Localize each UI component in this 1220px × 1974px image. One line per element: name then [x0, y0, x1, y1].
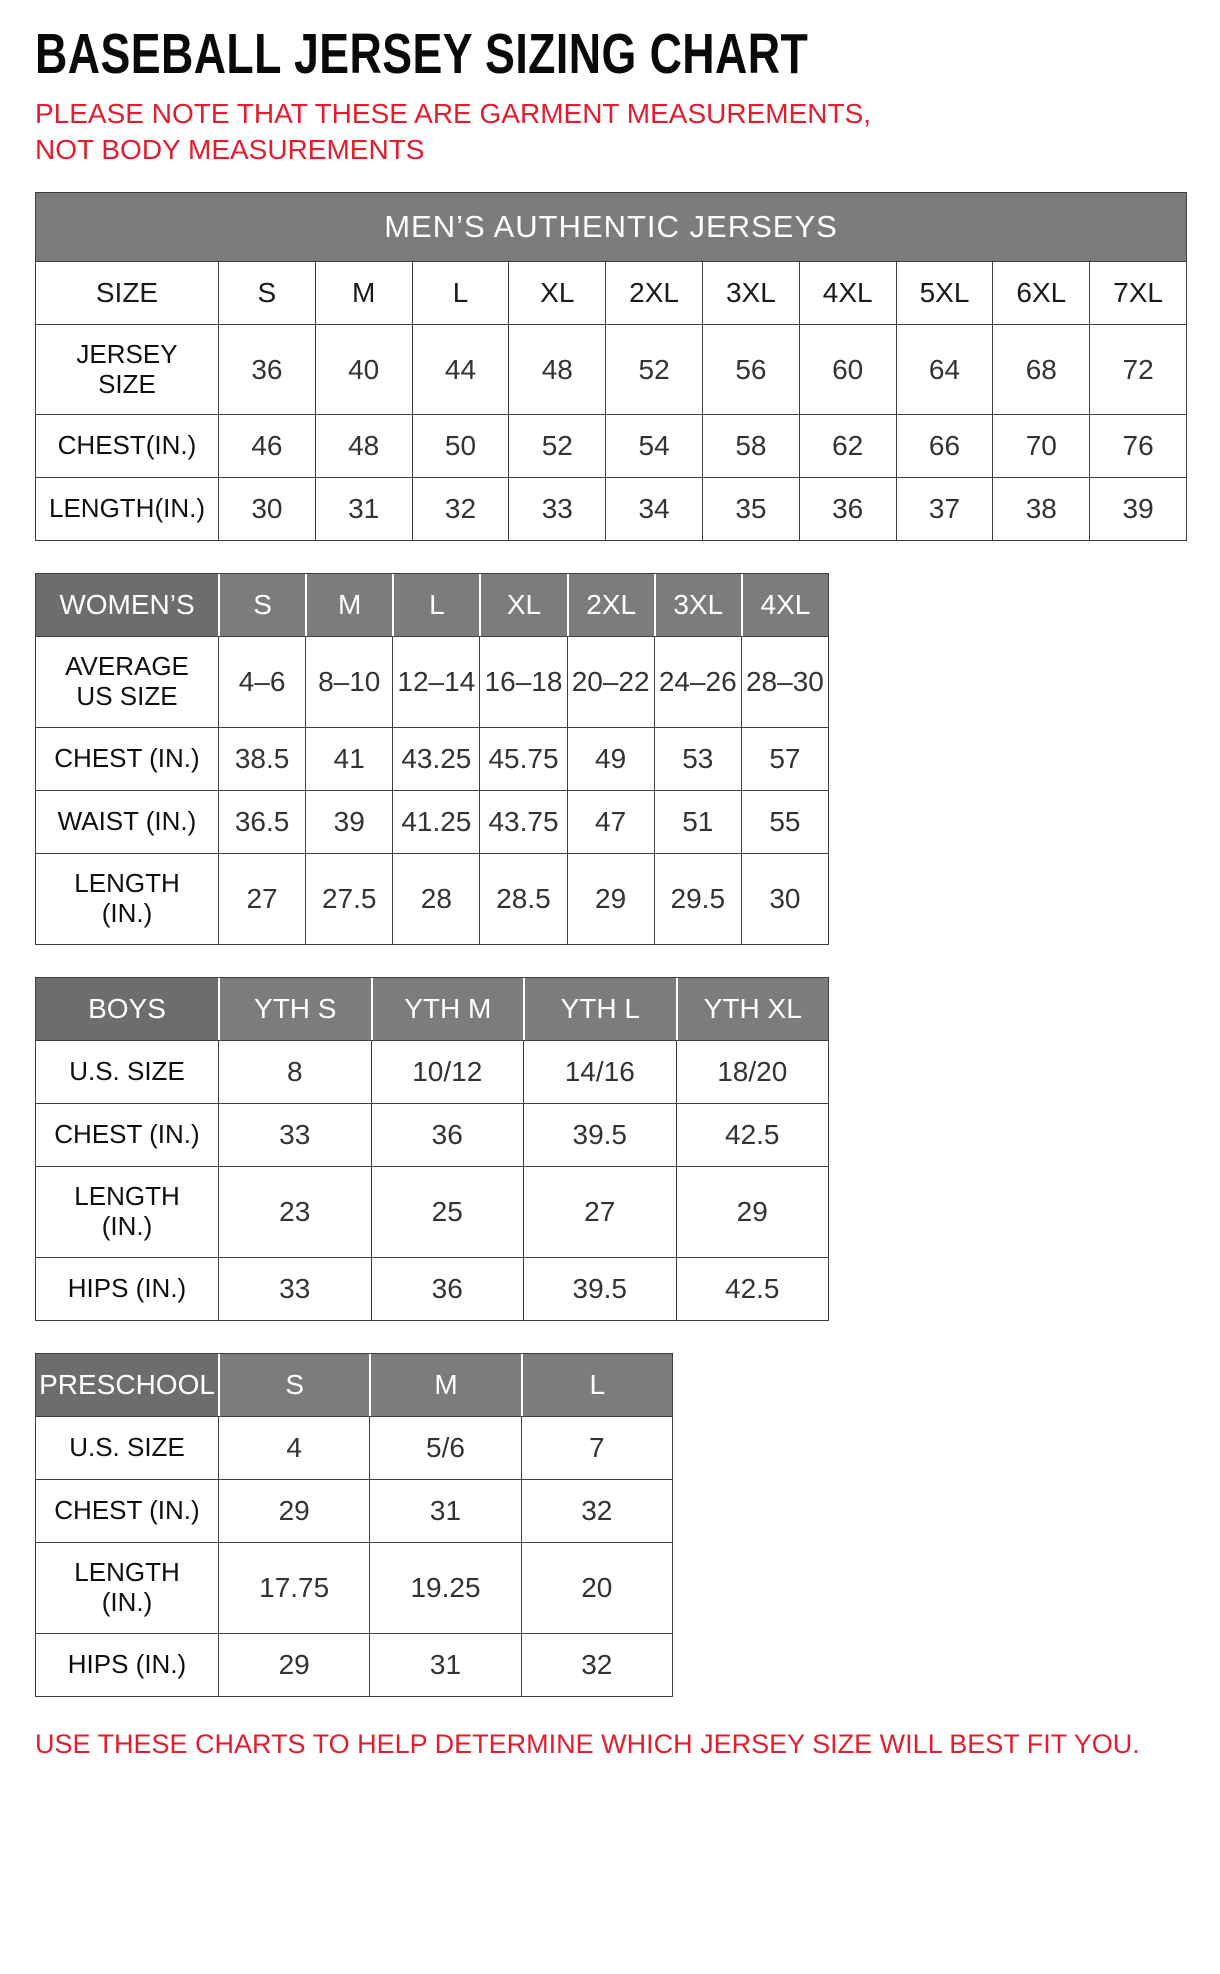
- womens-row-label: WAIST (IN.): [36, 790, 218, 853]
- mens-value-cell: 38: [992, 477, 1089, 540]
- boys-value-cell: 29: [676, 1166, 829, 1257]
- mens-value-cell: 72: [1089, 324, 1186, 415]
- mens-header-cell: 3XL: [702, 261, 799, 324]
- mens-value-cell: 58: [702, 414, 799, 477]
- preschool-header-cell: L: [521, 1354, 672, 1416]
- womens-value-cell: 51: [654, 790, 741, 853]
- boys-value-cell: 39.5: [523, 1103, 676, 1166]
- boys-value-cell: 33: [218, 1257, 371, 1320]
- boys-header-label-cell: BOYS: [36, 978, 218, 1040]
- preschool-header-cell: S: [218, 1354, 369, 1416]
- preschool-value-cell: 29: [218, 1633, 369, 1696]
- boys-header-cell: YTH S: [218, 978, 371, 1040]
- mens-header-cell: S: [218, 261, 315, 324]
- preschool-value-cell: 32: [521, 1633, 672, 1696]
- mens-header-cell: XL: [508, 261, 605, 324]
- womens-value-cell: 16–18: [479, 636, 566, 727]
- womens-value-cell: 30: [741, 853, 828, 944]
- mens-value-cell: 54: [605, 414, 702, 477]
- mens-value-cell: 31: [315, 477, 412, 540]
- mens-value-cell: 37: [896, 477, 993, 540]
- womens-value-cell: 38.5: [218, 727, 305, 790]
- womens-value-cell: 27: [218, 853, 305, 944]
- mens-value-cell: 46: [218, 414, 315, 477]
- boys-value-cell: 36: [371, 1103, 524, 1166]
- preschool-value-cell: 19.25: [369, 1542, 520, 1633]
- mens-value-cell: 66: [896, 414, 993, 477]
- mens-value-cell: 62: [799, 414, 896, 477]
- preschool-value-cell: 31: [369, 1633, 520, 1696]
- mens-value-cell: 64: [896, 324, 993, 415]
- womens-value-cell: 45.75: [479, 727, 566, 790]
- womens-value-cell: 49: [567, 727, 654, 790]
- womens-value-cell: 24–26: [654, 636, 741, 727]
- boys-value-cell: 18/20: [676, 1040, 829, 1103]
- page-title: BASEBALL JERSEY SIZING CHART: [35, 23, 809, 86]
- mens-authentic-jerseys-table: [35, 192, 1187, 542]
- womens-value-cell: 43.75: [479, 790, 566, 853]
- mens-value-cell: 76: [1089, 414, 1186, 477]
- mens-header-cell: 4XL: [799, 261, 896, 324]
- mens-header-cell: 5XL: [896, 261, 993, 324]
- mens-value-cell: 52: [605, 324, 702, 415]
- womens-row-label: CHEST (IN.): [36, 727, 218, 790]
- preschool-row-label: LENGTH (IN.): [36, 1542, 218, 1633]
- boys-row-label: U.S. SIZE: [36, 1040, 218, 1103]
- mens-header-cell: 2XL: [605, 261, 702, 324]
- boys-value-cell: 42.5: [676, 1103, 829, 1166]
- mens-value-cell: 33: [508, 477, 605, 540]
- preschool-row-label: U.S. SIZE: [36, 1416, 218, 1479]
- preschool-value-cell: 20: [521, 1542, 672, 1633]
- boys-value-cell: 39.5: [523, 1257, 676, 1320]
- womens-value-cell: 28: [392, 853, 479, 944]
- womens-header-cell: L: [392, 574, 479, 636]
- mens-value-cell: 56: [702, 324, 799, 415]
- mens-header-cell: 7XL: [1089, 261, 1186, 324]
- mens-value-cell: 35: [702, 477, 799, 540]
- womens-value-cell: 39: [305, 790, 392, 853]
- boys-header-cell: YTH L: [523, 978, 676, 1040]
- womens-value-cell: 29: [567, 853, 654, 944]
- preschool-value-cell: 31: [369, 1479, 520, 1542]
- preschool-value-cell: 5/6: [369, 1416, 520, 1479]
- womens-value-cell: 20–22: [567, 636, 654, 727]
- preschool-value-cell: 7: [521, 1416, 672, 1479]
- mens-value-cell: 32: [412, 477, 509, 540]
- womens-value-cell: 43.25: [392, 727, 479, 790]
- mens-header-cell: M: [315, 261, 412, 324]
- womens-value-cell: 28.5: [479, 853, 566, 944]
- boys-row-label: HIPS (IN.): [36, 1257, 218, 1320]
- preschool-row-label: HIPS (IN.): [36, 1633, 218, 1696]
- mens-table-banner: MEN’S AUTHENTIC JERSEYS: [36, 193, 1186, 261]
- boys-header-cell: YTH M: [371, 978, 524, 1040]
- boys-sizing-table: [35, 977, 829, 1321]
- mens-header-cell: L: [412, 261, 509, 324]
- mens-value-cell: 44: [412, 324, 509, 415]
- garment-measurement-note: PLEASE NOTE THAT THESE ARE GARMENT MEASUREMENTS, NOT BODY MEASUREMENTS: [35, 98, 872, 165]
- womens-value-cell: 57: [741, 727, 828, 790]
- mens-header-label-cell: SIZE: [36, 261, 218, 324]
- mens-value-cell: 60: [799, 324, 896, 415]
- boys-value-cell: 23: [218, 1166, 371, 1257]
- mens-value-cell: 50: [412, 414, 509, 477]
- womens-header-cell: S: [218, 574, 305, 636]
- womens-value-cell: 55: [741, 790, 828, 853]
- preschool-row-label: CHEST (IN.): [36, 1479, 218, 1542]
- womens-header-cell: M: [305, 574, 392, 636]
- mens-value-cell: 36: [218, 324, 315, 415]
- womens-header-cell: 3XL: [654, 574, 741, 636]
- mens-value-cell: 68: [992, 324, 1089, 415]
- boys-header-cell: YTH XL: [676, 978, 829, 1040]
- boys-value-cell: 10/12: [371, 1040, 524, 1103]
- mens-value-cell: 48: [508, 324, 605, 415]
- mens-value-cell: 36: [799, 477, 896, 540]
- womens-value-cell: 41: [305, 727, 392, 790]
- womens-value-cell: 47: [567, 790, 654, 853]
- preschool-header-label-cell: PRESCHOOL: [36, 1354, 218, 1416]
- boys-value-cell: 27: [523, 1166, 676, 1257]
- womens-value-cell: 53: [654, 727, 741, 790]
- womens-sizing-table: [35, 573, 829, 945]
- womens-value-cell: 12–14: [392, 636, 479, 727]
- mens-value-cell: 39: [1089, 477, 1186, 540]
- footer-note: USE THESE CHARTS TO HELP DETERMINE WHICH JERSEY SIZE WILL BEST FIT YOU.: [35, 1728, 1140, 1759]
- boys-row-label: CHEST (IN.): [36, 1103, 218, 1166]
- mens-value-cell: 30: [218, 477, 315, 540]
- womens-header-cell: 4XL: [741, 574, 828, 636]
- womens-value-cell: 8–10: [305, 636, 392, 727]
- boys-value-cell: 8: [218, 1040, 371, 1103]
- boys-value-cell: 25: [371, 1166, 524, 1257]
- womens-value-cell: 27.5: [305, 853, 392, 944]
- preschool-value-cell: 4: [218, 1416, 369, 1479]
- mens-value-cell: 34: [605, 477, 702, 540]
- boys-value-cell: 36: [371, 1257, 524, 1320]
- womens-value-cell: 4–6: [218, 636, 305, 727]
- womens-header-cell: 2XL: [567, 574, 654, 636]
- womens-value-cell: 29.5: [654, 853, 741, 944]
- mens-value-cell: 48: [315, 414, 412, 477]
- boys-value-cell: 42.5: [676, 1257, 829, 1320]
- womens-value-cell: 41.25: [392, 790, 479, 853]
- womens-header-label-cell: WOMEN’S: [36, 574, 218, 636]
- preschool-value-cell: 29: [218, 1479, 369, 1542]
- womens-row-label: AVERAGE US SIZE: [36, 636, 218, 727]
- preschool-value-cell: 32: [521, 1479, 672, 1542]
- mens-row-label: JERSEY SIZE: [36, 324, 218, 415]
- boys-row-label: LENGTH (IN.): [36, 1166, 218, 1257]
- mens-row-label: CHEST(IN.): [36, 414, 218, 477]
- womens-row-label: LENGTH (IN.): [36, 853, 218, 944]
- womens-value-cell: 28–30: [741, 636, 828, 727]
- mens-value-cell: 40: [315, 324, 412, 415]
- womens-header-cell: XL: [479, 574, 566, 636]
- womens-value-cell: 36.5: [218, 790, 305, 853]
- mens-value-cell: 70: [992, 414, 1089, 477]
- boys-value-cell: 33: [218, 1103, 371, 1166]
- mens-row-label: LENGTH(IN.): [36, 477, 218, 540]
- boys-value-cell: 14/16: [523, 1040, 676, 1103]
- preschool-header-cell: M: [369, 1354, 520, 1416]
- mens-header-cell: 6XL: [992, 261, 1089, 324]
- preschool-sizing-table: [35, 1353, 673, 1697]
- mens-value-cell: 52: [508, 414, 605, 477]
- preschool-value-cell: 17.75: [218, 1542, 369, 1633]
